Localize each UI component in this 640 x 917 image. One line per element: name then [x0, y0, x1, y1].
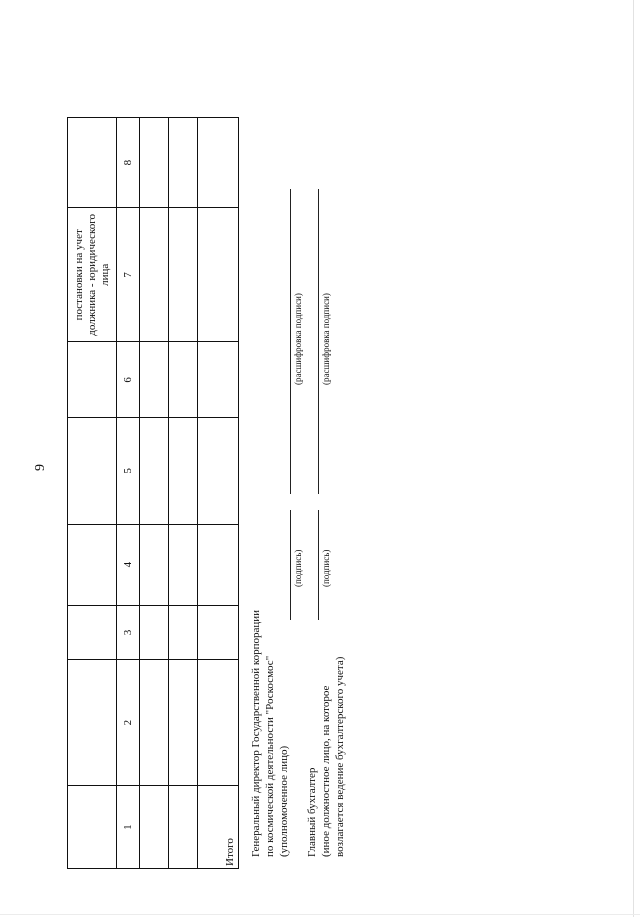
director-decoding-hint: (расшифровка подписи) — [293, 293, 303, 385]
header-cell-8 — [68, 118, 117, 208]
accountant-decoding-line — [318, 189, 319, 494]
table-cell — [169, 605, 198, 659]
table-cell — [198, 605, 239, 659]
director-decoding-line — [290, 189, 291, 494]
header-cell-5 — [68, 418, 117, 524]
column-number: 1 — [117, 786, 140, 869]
total-row — [198, 118, 239, 869]
accountant-signature-hint: (подпись) — [321, 549, 331, 587]
accountant-title-line-1: Главный бухгалтер — [306, 767, 318, 857]
accountant-title-line-3: возлагается ведение бухгалтерского учета) — [334, 656, 346, 857]
accountant-decoding-hint: (расшифровка подписи) — [321, 293, 331, 385]
table-cell — [140, 660, 169, 786]
total-label: Итого — [198, 786, 239, 869]
table-cell — [198, 208, 239, 342]
table-cell — [140, 524, 169, 605]
rotated-page-content — [0, 117, 560, 917]
table-cell — [198, 118, 239, 208]
table-cell — [140, 118, 169, 208]
table-row — [169, 118, 198, 869]
director-signature-line — [290, 510, 291, 620]
page-edge-right — [633, 0, 634, 917]
table-cell — [169, 208, 198, 342]
table-cell — [169, 524, 198, 605]
table-cell — [169, 418, 198, 524]
table-cell — [169, 660, 198, 786]
table-cell — [169, 118, 198, 208]
column-number: 3 — [117, 605, 140, 659]
table-cell — [198, 660, 239, 786]
report-table — [67, 117, 239, 869]
accountant-signature-line — [318, 510, 319, 620]
table-cell — [140, 605, 169, 659]
accountant-title-line-2: (иное должностное лицо, на которое — [320, 685, 332, 857]
director-title-line-2: по космической деятельности "Роскосмос" — [264, 655, 276, 857]
header-cell-4 — [68, 524, 117, 605]
director-title-line-1: Генеральный директор Государственной корпорации — [250, 609, 262, 857]
table-row — [140, 118, 169, 869]
table-cell — [198, 418, 239, 524]
column-number: 6 — [117, 342, 140, 418]
header-cell-3 — [68, 605, 117, 659]
column-number: 5 — [117, 418, 140, 524]
column-number: 7 — [117, 208, 140, 342]
table-header-row — [68, 118, 117, 869]
table-cell — [140, 208, 169, 342]
director-title-line-3: (уполномоченное лицо) — [278, 745, 290, 857]
header-cell-2 — [68, 660, 117, 786]
header-cell-6 — [68, 342, 117, 418]
column-number-row — [117, 118, 140, 869]
page-number: 9 — [33, 464, 48, 471]
column-number: 4 — [117, 524, 140, 605]
table-cell — [198, 524, 239, 605]
table-cell — [198, 342, 239, 418]
director-signature-hint: (подпись) — [293, 549, 303, 587]
column-number: 8 — [117, 118, 140, 208]
column-number: 2 — [117, 660, 140, 786]
table-cell — [140, 418, 169, 524]
table-cell — [169, 786, 198, 869]
header-cell-1 — [68, 786, 117, 869]
header-cell-7: постановки на учет должника - юридического лица — [68, 208, 117, 342]
table-cell — [140, 786, 169, 869]
table-cell — [140, 342, 169, 418]
table-cell — [169, 342, 198, 418]
